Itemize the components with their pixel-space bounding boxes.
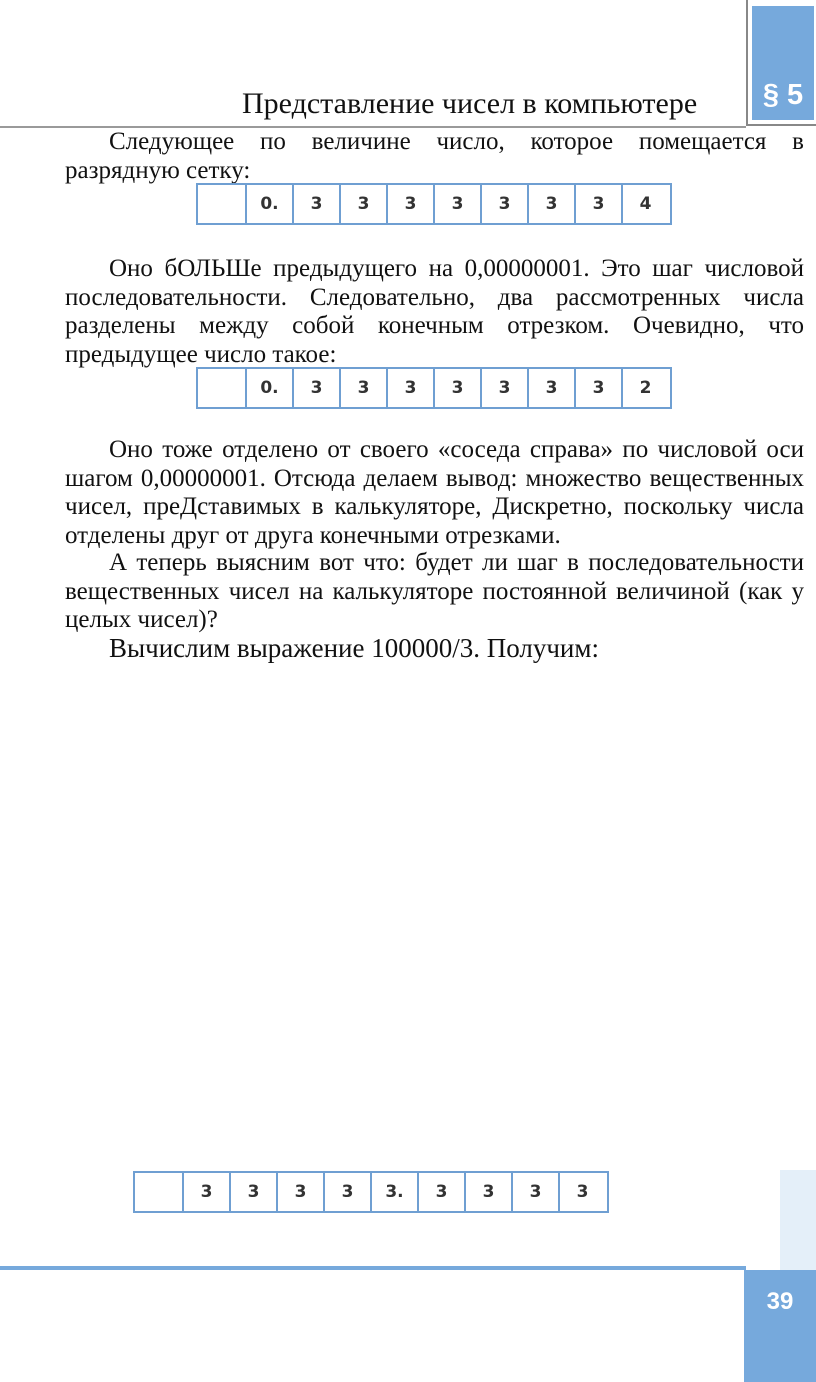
- next-number-cell: 4: [621, 185, 668, 223]
- section-label: § 5: [762, 79, 804, 111]
- result-cell: 3: [464, 1173, 511, 1211]
- digit-grid-result: [133, 1171, 609, 1213]
- result-cell: 3: [417, 1173, 464, 1211]
- result-cell: 3: [276, 1173, 323, 1211]
- paragraph-3: Оно тоже отделено от своего «соседа справа» по числовой оси шагом 0,00000001. Отсюда делаем вывод: множество вещественных чисел, преДставимых в калькуляторе, Дискретно, поскольку числа отделены друг от друга конечными отрезками.: [65, 436, 804, 549]
- next-number-cell: 3: [527, 185, 574, 223]
- section-tab-fill: [752, 6, 814, 120]
- page-number: 39: [766, 1288, 794, 1315]
- previous-number-cell: [198, 369, 245, 407]
- next-number-cell: 0.: [245, 185, 292, 223]
- next-number-cell: 3: [292, 185, 339, 223]
- previous-number-cell: 3: [574, 369, 621, 407]
- paragraph-5: Вычислим выражение 100000/3. Получим:: [109, 633, 599, 663]
- footer-divider: [0, 1266, 746, 1270]
- bleed-through-band: [780, 1170, 816, 1270]
- result-cell: 3: [182, 1173, 229, 1211]
- page-number-tab: [744, 1270, 816, 1382]
- result-cell: 3: [229, 1173, 276, 1211]
- paragraph-1: Следующее по величине число, которое помещается в разрядную сетку:: [65, 128, 804, 184]
- next-number-cell: 3: [386, 185, 433, 223]
- previous-number-cell: 3: [386, 369, 433, 407]
- next-number-cell: [198, 185, 245, 223]
- previous-number-cell: 3: [433, 369, 480, 407]
- result-cell: 3: [511, 1173, 558, 1211]
- result-cell: 3.: [370, 1173, 417, 1211]
- next-number-cell: 3: [574, 185, 621, 223]
- previous-number-cell: 2: [621, 369, 668, 407]
- paragraph-4: А теперь выясним вот что: будет ли шаг в последовательности вещественных чисел на калькуляторе постоянной величиной (как у целых чисел)?: [65, 549, 804, 633]
- section-tab: [746, 0, 816, 126]
- previous-number-cell: 3: [339, 369, 386, 407]
- result-cell: 3: [558, 1173, 605, 1211]
- previous-number-cell: 3: [527, 369, 574, 407]
- next-number-cell: 3: [480, 185, 527, 223]
- result-cell: 3: [323, 1173, 370, 1211]
- digit-grid-next-number: [196, 183, 672, 225]
- previous-number-cell: 0.: [245, 369, 292, 407]
- next-number-cell: 3: [433, 185, 480, 223]
- previous-number-cell: 3: [292, 369, 339, 407]
- previous-number-cell: 3: [480, 369, 527, 407]
- result-cell: [135, 1173, 182, 1211]
- page-header-title: Представление чисел в компьютере: [242, 87, 698, 120]
- paragraph-2: Оно бОЛЬШе предыдущего на 0,00000001. Это шаг числовой последовательности. Следовательно, два рассмотренных числа разделены между собой конечным отрезком. Очевидно, что предыдущее число такое:: [65, 255, 804, 368]
- digit-grid-previous-number: [196, 367, 672, 409]
- next-number-cell: 3: [339, 185, 386, 223]
